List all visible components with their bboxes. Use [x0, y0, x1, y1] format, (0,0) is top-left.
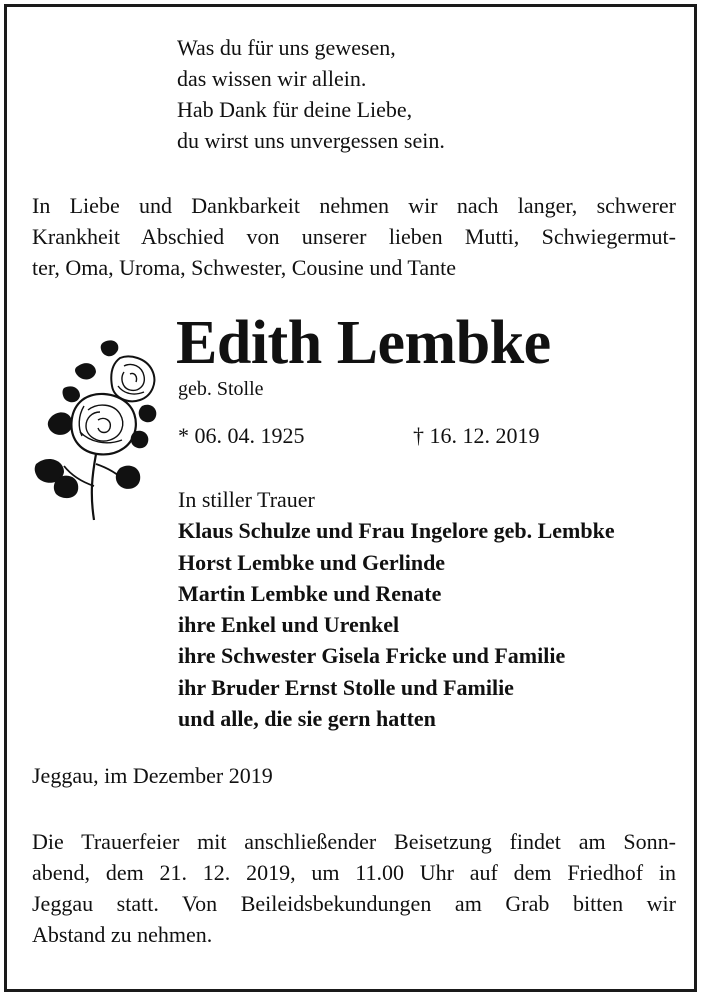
- intro-line: ter, Oma, Uroma, Schwester, Cousine und Tante: [32, 255, 456, 280]
- funeral-paragraph: [32, 826, 676, 950]
- funeral-line: Die Trauerfeier mit anschließender Beisetzung findet am Sonn-: [32, 829, 676, 854]
- mourner-entry: ihre Enkel und Urenkel: [178, 612, 400, 638]
- mourner-entry: ihre Schwester Gisela Fricke und Familie: [178, 643, 566, 669]
- birth-date: * 06. 04. 1925: [178, 423, 305, 448]
- mourners-list: [178, 484, 615, 734]
- death-date: † 16. 12. 2019: [413, 423, 540, 448]
- funeral-line: Abstand zu nehmen.: [32, 922, 213, 947]
- poem-line: das wissen wir allein.: [177, 66, 367, 91]
- funeral-line: abend, dem 21. 12. 2019, um 11.00 Uhr auf dem Friedhof in: [32, 860, 676, 885]
- mourner-entry: und alle, die sie gern hatten: [178, 706, 436, 732]
- mourner-entry: Horst Lembke und Gerlinde: [178, 549, 446, 575]
- rose-icon: [34, 336, 164, 522]
- intro-line: Krankheit Abschied von unserer lieben Mutti, Schwiegermut-: [32, 224, 676, 249]
- mourner-entry: Martin Lembke und Renate: [178, 580, 442, 606]
- birth-name: geb. Stolle: [178, 378, 264, 400]
- mourner-entry: ihr Bruder Ernst Stolle und Familie: [178, 674, 514, 700]
- mourner-entry: Klaus Schulze und Frau Ingelore geb. Lembke: [178, 518, 615, 544]
- funeral-line: Jeggau statt. Von Beileidsbekundungen am Grab bitten wir: [32, 891, 676, 916]
- intro-paragraph: [32, 190, 676, 283]
- mourners-heading: In stiller Trauer: [178, 487, 315, 512]
- poem-line: du wirst uns unvergessen sein.: [177, 128, 445, 153]
- memorial-poem: [177, 32, 445, 156]
- deceased-name: Edith Lembke: [176, 309, 551, 377]
- place-and-date: Jeggau, im Dezember 2019: [32, 763, 273, 788]
- poem-line: Hab Dank für deine Liebe,: [177, 97, 413, 122]
- intro-line: In Liebe und Dankbarkeit nehmen wir nach langer, schwerer: [32, 193, 676, 218]
- poem-line: Was du für uns gewesen,: [177, 35, 396, 60]
